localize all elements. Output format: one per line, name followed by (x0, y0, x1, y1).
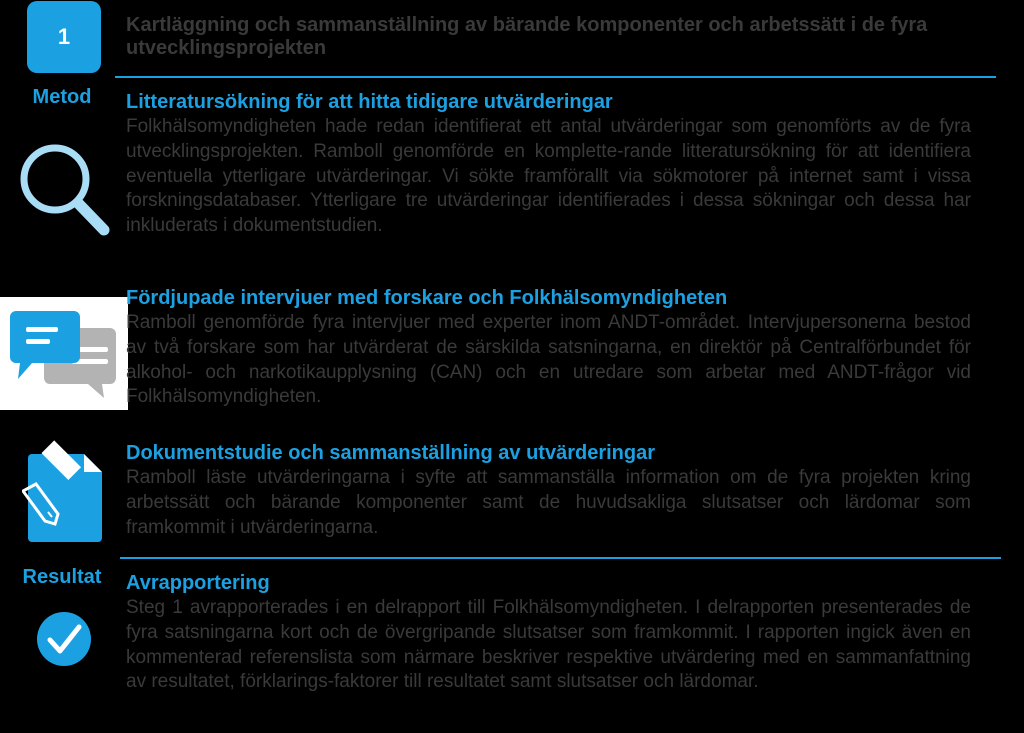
result-label: Resultat (22, 566, 102, 588)
section-title-literature-search: Litteratursökning för att hitta tidigare utvärderingar (126, 91, 613, 113)
section-body-literature-search: Folkhälsomyndigheten hade redan identifierat ett antal utvärderingar som genomförts av de fyra utvecklingsprojekten. Ramboll genomförde en komplette-rande litteratursökning för att identifiera eventuella ytterligare utvärderingar. Vi sökte framförallt via sökmotorer på internet samt i vissa forskningsdatabaser. Ytterligare tre utvärderingar identifierades i dessa sökningar och dessa har inkluderats i dokumentstudien. (126, 116, 971, 237)
section-body-document-study: Ramboll läste utvärderingarna i syfte att sammanställa information om de fyra projekten kring arbetssätt och bärande komponenter samt de huvudsakliga slutsatser och lärdomar som framkommit i utvärderingarna. (126, 467, 971, 538)
section-body-reporting: Steg 1 avrapporterades i en delrapport till Folkhälsomyndigheten. I delrapporten presenterades de fyra satsningarna kort och de övergripande slutsatser som framkommit. I rapporten ingick även en kommenterad referenslista som närmare beskriver respektive utvärdering med en sammanfattning av resultatet, förklarings-faktorer till resultatet samt slutsatser och lärdomar. (126, 597, 971, 693)
step-badge: 1 (27, 1, 101, 73)
search-icon (18, 142, 112, 238)
section-body-interviews: Ramboll genomförde fyra intervjuer med experter inom ANDT-området. Intervjupersonerna bestod av två forskare som har utvärderat de särskilda satsningarna, en direktör på Centralförbundet för alkohol- och narkotikaupplysning (CAN) och en utredare som arbetar med ANDT-frågor vid Folkhälsomyndigheten. (126, 312, 971, 408)
section-title-reporting: Avrapportering (126, 572, 270, 594)
chat-bubbles-icon (0, 297, 128, 410)
method-label: Metod (32, 86, 92, 108)
section-title-interviews: Fördjupade intervjuer med forskare och Folkhälsomyndigheten (126, 287, 728, 309)
chat-illustration-panel (0, 297, 128, 410)
page-title: Kartläggning och sammanställning av bärande komponenter och arbetssätt i de fyra utvecklingsprojekten (126, 14, 928, 59)
checkmark-icon (36, 611, 92, 667)
divider-top (115, 76, 996, 78)
section-title-document-study: Dokumentstudie och sammanställning av utvärderingar (126, 442, 656, 464)
document-pencil-icon (22, 440, 126, 544)
divider-result (120, 557, 1001, 559)
